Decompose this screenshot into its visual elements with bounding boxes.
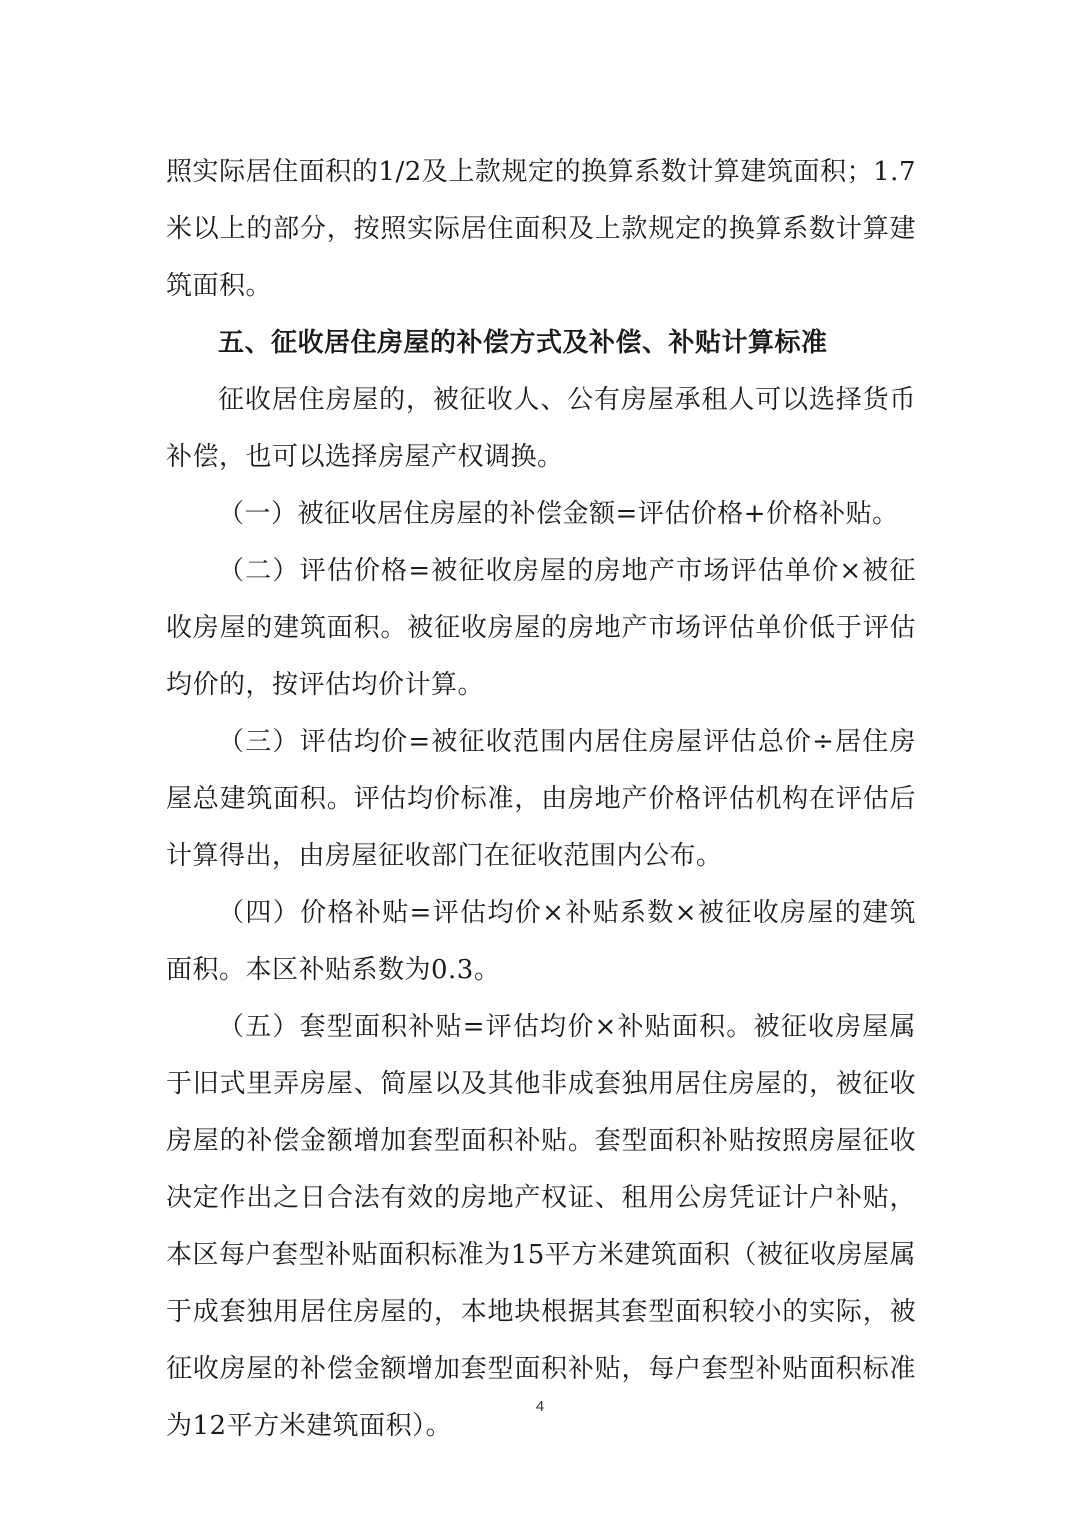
paragraph-intro: 征收居住房屋的，被征收人、公有房屋承租人可以选择货币补偿，也可以选择房屋产权调换。 [166, 385, 916, 472]
section-heading-5: 五、征收居住房屋的补偿方式及补偿、补贴计算标准 [218, 328, 828, 358]
paragraph-item-3: （三）评估均价=被征收范围内居住房屋评估总价÷居住房屋总建筑面积。评估均价标准，由房地产价格评估机构在评估后计算得出，由房屋征收部门在征收范围内公布。 [166, 727, 916, 871]
paragraph-continuation: 照实际居住面积的1/2及上款规定的换算系数计算建筑面积；1.7米以上的部分，按照实际居住面积及上款规定的换算系数计算建筑面积。 [166, 157, 916, 301]
paragraph-item-1: （一）被征收居住房屋的补偿金额=评估价格+价格补贴。 [218, 499, 899, 529]
document-body [166, 144, 916, 1455]
paragraph-item-5: （五）套型面积补贴=评估均价×补贴面积。被征收房屋属于旧式里弄房屋、简屋以及其他非成套独用居住房屋的，被征收房屋的补偿金额增加套型面积补贴。套型面积补贴按照房屋征收决定作出之日合法有效的房地产权证、租用公房凭证计户补贴，本区每户套型补贴面积标准为15平方米建筑面积（被征收房屋属于成套独用居住房屋的，本地块根据其套型面积较小的实际，被征收房屋的补偿金额增加套型面积补贴，每户套型补贴面积标准为12平方米建筑面积）。 [166, 1012, 916, 1441]
paragraph-item-4: （四）价格补贴=评估均价×补贴系数×被征收房屋的建筑面积。本区补贴系数为0.3。 [166, 898, 916, 985]
page-number: 4 [535, 1398, 545, 1415]
paragraph-item-2: （二）评估价格=被征收房屋的房地产市场评估单价×被征收房屋的建筑面积。被征收房屋的房地产市场评估单价低于评估均价的，按评估均价计算。 [166, 556, 916, 700]
